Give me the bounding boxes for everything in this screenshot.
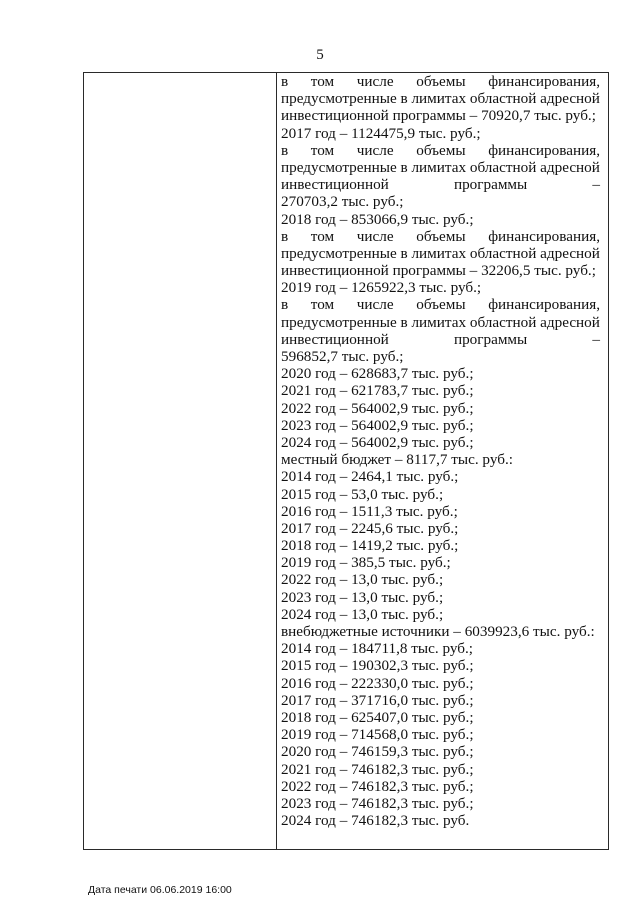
- financing-text-cell: [281, 73, 600, 829]
- text-line: 2017 год – 2245,6 тыс. руб.;: [281, 519, 459, 537]
- text-line: внебюджетные источники – 6039923,6 тыс. руб.:: [281, 623, 595, 640]
- text-line: 2019 год – 714568,0 тыс. руб.;: [281, 726, 474, 744]
- text-line: 2022 год – 13,0 тыс. руб.;: [281, 571, 444, 589]
- text-line: 2023 год – 564002,9 тыс. руб.;: [281, 416, 474, 434]
- text-line: инвестиционной программы –: [281, 330, 600, 348]
- text-line: 2021 год – 746182,3 тыс. руб.;: [281, 760, 474, 778]
- text-line: 2024 год – 746182,3 тыс. руб.: [281, 812, 470, 830]
- text-line: 270703,2 тыс. руб.;: [281, 193, 404, 211]
- text-line: 2017 год – 1124475,9 тыс. руб.;: [281, 124, 481, 142]
- text-line: 2018 год – 625407,0 тыс. руб.;: [281, 708, 474, 726]
- text-line: 2014 год – 184711,8 тыс. руб.;: [281, 640, 473, 658]
- text-line: в том числе объемы финансирования,: [281, 227, 600, 245]
- text-line: местный бюджет – 8117,7 тыс. руб.:: [281, 451, 513, 469]
- text-line: предусмотренные в лимитах областной адресной: [281, 90, 600, 108]
- text-line: 2022 год – 564002,9 тыс. руб.;: [281, 399, 474, 417]
- text-line: 2017 год – 371716,0 тыс. руб.;: [281, 691, 474, 709]
- text-line: 2019 год – 1265922,3 тыс. руб.;: [281, 279, 482, 297]
- text-line: 2018 год – 1419,2 тыс. руб.;: [281, 537, 459, 555]
- text-line: предусмотренные в лимитах областной адресной: [281, 313, 600, 331]
- text-line: в том числе объемы финансирования,: [281, 73, 600, 90]
- text-line: предусмотренные в лимитах областной адресной: [281, 158, 600, 176]
- text-line: 2023 год – 13,0 тыс. руб.;: [281, 588, 444, 606]
- text-line: инвестиционной программы –: [281, 176, 600, 194]
- text-line: 2021 год – 621783,7 тыс. руб.;: [281, 382, 474, 400]
- text-line: 2020 год – 746159,3 тыс. руб.;: [281, 743, 474, 761]
- text-line: 2024 год – 13,0 тыс. руб.;: [281, 605, 444, 623]
- text-line: 2024 год – 564002,9 тыс. руб.;: [281, 433, 474, 451]
- text-line: 2023 год – 746182,3 тыс. руб.;: [281, 794, 474, 812]
- text-line: 2016 год – 1511,3 тыс. руб.;: [281, 502, 458, 520]
- text-line: 2022 год – 746182,3 тыс. руб.;: [281, 777, 474, 795]
- page-number: 5: [316, 47, 324, 63]
- financing-table: [83, 72, 609, 850]
- text-line: 2015 год – 53,0 тыс. руб.;: [281, 485, 444, 503]
- text-line: 2016 год – 222330,0 тыс. руб.;: [281, 674, 474, 692]
- column-divider: [276, 73, 277, 849]
- text-line: 2019 год – 385,5 тыс. руб.;: [281, 554, 451, 572]
- text-line: 2015 год – 190302,3 тыс. руб.;: [281, 657, 474, 675]
- text-line: 596852,7 тыс. руб.;: [281, 348, 404, 365]
- print-date-footer: Дата печати 06.06.2019 16:00: [88, 884, 232, 896]
- text-line: инвестиционной программы – 32206,5 тыс. руб.;: [281, 262, 596, 280]
- text-line: 2020 год – 628683,7 тыс. руб.;: [281, 365, 474, 383]
- text-line: в том числе объемы финансирования,: [281, 141, 600, 159]
- text-line: предусмотренные в лимитах областной адресной: [281, 244, 600, 262]
- text-line: 2014 год – 2464,1 тыс. руб.;: [281, 468, 459, 486]
- text-line: 2018 год – 853066,9 тыс. руб.;: [281, 210, 474, 228]
- text-line: в том числе объемы финансирования,: [281, 296, 600, 314]
- text-line: инвестиционной программы – 70920,7 тыс. руб.;: [281, 107, 596, 125]
